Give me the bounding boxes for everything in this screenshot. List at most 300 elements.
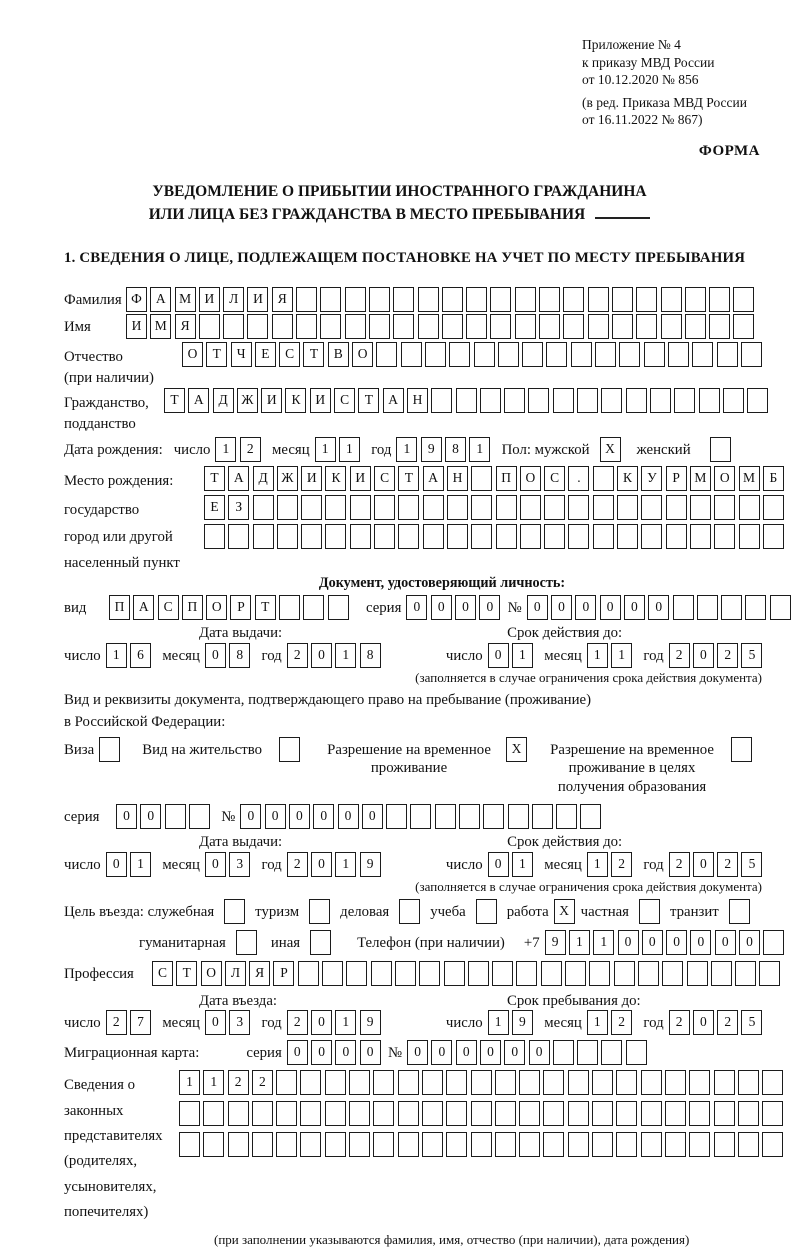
char-cell[interactable]: [496, 524, 517, 549]
char-cell[interactable]: 0: [618, 930, 639, 955]
char-cell[interactable]: [474, 342, 495, 367]
char-cell[interactable]: [276, 1101, 297, 1126]
char-cell[interactable]: [690, 495, 711, 520]
char-cell[interactable]: А: [188, 388, 209, 413]
char-cell[interactable]: 0: [431, 595, 452, 620]
char-cell[interactable]: [763, 495, 784, 520]
char-cell[interactable]: [301, 524, 322, 549]
char-cell[interactable]: В: [328, 342, 349, 367]
purpose-tourism-checkbox[interactable]: [309, 899, 330, 924]
char-cell[interactable]: [253, 524, 274, 549]
char-cell[interactable]: [665, 1070, 686, 1095]
char-cell[interactable]: 1: [203, 1070, 224, 1095]
char-cell[interactable]: [303, 595, 324, 620]
char-cell[interactable]: [763, 524, 784, 549]
char-cell[interactable]: [495, 1101, 516, 1126]
char-cell[interactable]: [673, 595, 694, 620]
char-cell[interactable]: 2: [717, 1010, 738, 1035]
char-cell[interactable]: .: [568, 466, 589, 491]
char-cell[interactable]: [373, 1101, 394, 1126]
char-cell[interactable]: 0: [575, 595, 596, 620]
char-cell[interactable]: 1: [335, 643, 356, 668]
char-cell[interactable]: [601, 1040, 622, 1065]
char-cell[interactable]: [520, 495, 541, 520]
char-cell[interactable]: [466, 314, 487, 339]
char-cell[interactable]: 2: [287, 1010, 308, 1035]
char-cell[interactable]: О: [352, 342, 373, 367]
char-cell[interactable]: [369, 314, 390, 339]
char-cell[interactable]: [325, 1101, 346, 1126]
char-cell[interactable]: [203, 1101, 224, 1126]
char-cell[interactable]: [668, 342, 689, 367]
char-cell[interactable]: 2: [669, 852, 690, 877]
char-cell[interactable]: [714, 1101, 735, 1126]
char-cell[interactable]: [721, 595, 742, 620]
char-cell[interactable]: [666, 495, 687, 520]
char-cell[interactable]: [296, 287, 317, 312]
char-cell[interactable]: [498, 342, 519, 367]
purpose-humanitarian-checkbox[interactable]: [236, 930, 257, 955]
char-cell[interactable]: 0: [739, 930, 760, 955]
char-cell[interactable]: [568, 1070, 589, 1095]
char-cell[interactable]: 3: [229, 852, 250, 877]
char-cell[interactable]: [401, 342, 422, 367]
char-cell[interactable]: [543, 1070, 564, 1095]
char-cell[interactable]: [346, 961, 367, 986]
char-cell[interactable]: [641, 524, 662, 549]
char-cell[interactable]: О: [714, 466, 735, 491]
char-cell[interactable]: Я: [249, 961, 270, 986]
char-cell[interactable]: 3: [229, 1010, 250, 1035]
doc-issue-year-cells[interactable]: [287, 643, 384, 668]
char-cell[interactable]: [504, 388, 525, 413]
char-cell[interactable]: [553, 1040, 574, 1065]
char-cell[interactable]: [714, 1132, 735, 1157]
char-cell[interactable]: 0: [205, 852, 226, 877]
doc-kind-cells[interactable]: [109, 595, 352, 620]
char-cell[interactable]: 2: [717, 852, 738, 877]
char-cell[interactable]: [544, 524, 565, 549]
char-cell[interactable]: [328, 595, 349, 620]
char-cell[interactable]: Я: [175, 314, 196, 339]
char-cell[interactable]: [617, 524, 638, 549]
char-cell[interactable]: [762, 1101, 783, 1126]
char-cell[interactable]: [709, 287, 730, 312]
stay-month-cells[interactable]: [587, 1010, 636, 1035]
char-cell[interactable]: [373, 1070, 394, 1095]
char-cell[interactable]: 0: [311, 852, 332, 877]
char-cell[interactable]: [446, 1070, 467, 1095]
char-cell[interactable]: 0: [648, 595, 669, 620]
char-cell[interactable]: [423, 495, 444, 520]
char-cell[interactable]: [418, 287, 439, 312]
char-cell[interactable]: [565, 961, 586, 986]
permit-valid-day-cells[interactable]: [488, 852, 537, 877]
char-cell[interactable]: [539, 314, 560, 339]
char-cell[interactable]: И: [350, 466, 371, 491]
char-cell[interactable]: [468, 961, 489, 986]
char-cell[interactable]: А: [423, 466, 444, 491]
birth-day-cells[interactable]: [215, 437, 264, 462]
char-cell[interactable]: 0: [693, 1010, 714, 1035]
char-cell[interactable]: [711, 961, 732, 986]
char-cell[interactable]: [277, 495, 298, 520]
char-cell[interactable]: Т: [164, 388, 185, 413]
char-cell[interactable]: 0: [360, 1040, 381, 1065]
char-cell[interactable]: [644, 342, 665, 367]
char-cell[interactable]: [665, 1132, 686, 1157]
char-cell[interactable]: П: [182, 595, 203, 620]
permit-valid-month-cells[interactable]: [587, 852, 636, 877]
char-cell[interactable]: [665, 1101, 686, 1126]
char-cell[interactable]: [442, 314, 463, 339]
char-cell[interactable]: 9: [512, 1010, 533, 1035]
purpose-transit-checkbox[interactable]: [729, 899, 750, 924]
char-cell[interactable]: [568, 495, 589, 520]
permit-number-cells[interactable]: [240, 804, 604, 829]
char-cell[interactable]: [431, 388, 452, 413]
representatives-cells-2[interactable]: [179, 1101, 786, 1126]
char-cell[interactable]: [735, 961, 756, 986]
char-cell[interactable]: 0: [551, 595, 572, 620]
birth-place-cells-1[interactable]: [204, 466, 787, 491]
char-cell[interactable]: [617, 495, 638, 520]
char-cell[interactable]: М: [175, 287, 196, 312]
char-cell[interactable]: [636, 287, 657, 312]
char-cell[interactable]: К: [285, 388, 306, 413]
char-cell[interactable]: [515, 314, 536, 339]
char-cell[interactable]: [747, 388, 768, 413]
char-cell[interactable]: 0: [311, 643, 332, 668]
char-cell[interactable]: [685, 314, 706, 339]
char-cell[interactable]: [179, 1132, 200, 1157]
char-cell[interactable]: 1: [315, 437, 336, 462]
char-cell[interactable]: 1: [130, 852, 151, 877]
char-cell[interactable]: [425, 342, 446, 367]
char-cell[interactable]: 9: [360, 852, 381, 877]
char-cell[interactable]: Р: [230, 595, 251, 620]
char-cell[interactable]: [709, 314, 730, 339]
char-cell[interactable]: [697, 595, 718, 620]
char-cell[interactable]: [179, 1101, 200, 1126]
char-cell[interactable]: [345, 314, 366, 339]
char-cell[interactable]: [435, 804, 456, 829]
char-cell[interactable]: [471, 495, 492, 520]
char-cell[interactable]: 1: [335, 1010, 356, 1035]
char-cell[interactable]: [276, 1132, 297, 1157]
char-cell[interactable]: Л: [225, 961, 246, 986]
char-cell[interactable]: 2: [611, 852, 632, 877]
char-cell[interactable]: [519, 1070, 540, 1095]
char-cell[interactable]: 7: [130, 1010, 151, 1035]
char-cell[interactable]: [541, 961, 562, 986]
char-cell[interactable]: 0: [311, 1010, 332, 1035]
char-cell[interactable]: [662, 961, 683, 986]
char-cell[interactable]: [423, 524, 444, 549]
char-cell[interactable]: К: [617, 466, 638, 491]
mig-number-cells[interactable]: [407, 1040, 650, 1065]
char-cell[interactable]: 1: [587, 1010, 608, 1035]
char-cell[interactable]: [298, 961, 319, 986]
char-cell[interactable]: [276, 1070, 297, 1095]
char-cell[interactable]: Ж: [277, 466, 298, 491]
char-cell[interactable]: А: [150, 287, 171, 312]
char-cell[interactable]: 2: [669, 643, 690, 668]
char-cell[interactable]: [553, 388, 574, 413]
char-cell[interactable]: [371, 961, 392, 986]
char-cell[interactable]: [520, 524, 541, 549]
permit-valid-year-cells[interactable]: [669, 852, 766, 877]
permit-series-cells[interactable]: [116, 804, 213, 829]
char-cell[interactable]: [738, 1070, 759, 1095]
char-cell[interactable]: [446, 1132, 467, 1157]
char-cell[interactable]: [568, 524, 589, 549]
char-cell[interactable]: Н: [447, 466, 468, 491]
char-cell[interactable]: [568, 1101, 589, 1126]
char-cell[interactable]: [508, 804, 529, 829]
char-cell[interactable]: 0: [431, 1040, 452, 1065]
char-cell[interactable]: М: [690, 466, 711, 491]
char-cell[interactable]: [528, 388, 549, 413]
char-cell[interactable]: [601, 388, 622, 413]
char-cell[interactable]: Т: [398, 466, 419, 491]
char-cell[interactable]: [471, 524, 492, 549]
birth-year-cells[interactable]: [396, 437, 493, 462]
char-cell[interactable]: С: [279, 342, 300, 367]
char-cell[interactable]: 0: [480, 1040, 501, 1065]
char-cell[interactable]: Я: [272, 287, 293, 312]
purpose-private-checkbox[interactable]: [639, 899, 660, 924]
char-cell[interactable]: К: [325, 466, 346, 491]
char-cell[interactable]: [447, 495, 468, 520]
char-cell[interactable]: [398, 495, 419, 520]
char-cell[interactable]: 5: [741, 643, 762, 668]
char-cell[interactable]: [666, 524, 687, 549]
char-cell[interactable]: [459, 804, 480, 829]
char-cell[interactable]: [495, 1070, 516, 1095]
char-cell[interactable]: [739, 495, 760, 520]
char-cell[interactable]: [687, 961, 708, 986]
char-cell[interactable]: 8: [445, 437, 466, 462]
char-cell[interactable]: [471, 466, 492, 491]
char-cell[interactable]: [593, 495, 614, 520]
char-cell[interactable]: 0: [106, 852, 127, 877]
char-cell[interactable]: 8: [229, 643, 250, 668]
char-cell[interactable]: [636, 314, 657, 339]
char-cell[interactable]: [422, 1070, 443, 1095]
char-cell[interactable]: [376, 342, 397, 367]
doc-issue-day-cells[interactable]: [106, 643, 155, 668]
char-cell[interactable]: [770, 595, 791, 620]
char-cell[interactable]: [419, 961, 440, 986]
char-cell[interactable]: [422, 1101, 443, 1126]
char-cell[interactable]: [349, 1101, 370, 1126]
char-cell[interactable]: [483, 804, 504, 829]
char-cell[interactable]: [300, 1101, 321, 1126]
char-cell[interactable]: 0: [287, 1040, 308, 1065]
char-cell[interactable]: [350, 495, 371, 520]
char-cell[interactable]: 2: [287, 643, 308, 668]
char-cell[interactable]: [492, 961, 513, 986]
purpose-official-checkbox[interactable]: [224, 899, 245, 924]
visa-checkbox[interactable]: [99, 737, 120, 762]
char-cell[interactable]: 0: [642, 930, 663, 955]
doc-valid-day-cells[interactable]: [488, 643, 537, 668]
char-cell[interactable]: [466, 287, 487, 312]
char-cell[interactable]: Т: [176, 961, 197, 986]
char-cell[interactable]: 1: [593, 930, 614, 955]
char-cell[interactable]: [741, 342, 762, 367]
char-cell[interactable]: [279, 595, 300, 620]
char-cell[interactable]: Т: [255, 595, 276, 620]
char-cell[interactable]: [325, 524, 346, 549]
residence-permit-checkbox[interactable]: [279, 737, 300, 762]
char-cell[interactable]: [300, 1132, 321, 1157]
char-cell[interactable]: [759, 961, 780, 986]
char-cell[interactable]: [563, 314, 584, 339]
char-cell[interactable]: О: [206, 595, 227, 620]
char-cell[interactable]: И: [310, 388, 331, 413]
char-cell[interactable]: [556, 804, 577, 829]
patronymic-cells[interactable]: [182, 342, 765, 367]
char-cell[interactable]: 0: [240, 804, 261, 829]
char-cell[interactable]: Ф: [126, 287, 147, 312]
char-cell[interactable]: [532, 804, 553, 829]
char-cell[interactable]: [422, 1132, 443, 1157]
char-cell[interactable]: 0: [455, 595, 476, 620]
char-cell[interactable]: [577, 1040, 598, 1065]
char-cell[interactable]: [398, 524, 419, 549]
char-cell[interactable]: 0: [116, 804, 137, 829]
char-cell[interactable]: [252, 1132, 273, 1157]
char-cell[interactable]: 1: [512, 643, 533, 668]
char-cell[interactable]: 0: [693, 852, 714, 877]
phone-cells[interactable]: [545, 930, 788, 955]
char-cell[interactable]: [228, 524, 249, 549]
char-cell[interactable]: М: [739, 466, 760, 491]
char-cell[interactable]: [595, 342, 616, 367]
char-cell[interactable]: Р: [666, 466, 687, 491]
char-cell[interactable]: П: [496, 466, 517, 491]
char-cell[interactable]: [641, 1070, 662, 1095]
char-cell[interactable]: О: [520, 466, 541, 491]
char-cell[interactable]: [418, 314, 439, 339]
char-cell[interactable]: [714, 1070, 735, 1095]
char-cell[interactable]: [515, 287, 536, 312]
char-cell[interactable]: [612, 287, 633, 312]
char-cell[interactable]: [398, 1132, 419, 1157]
char-cell[interactable]: 1: [106, 643, 127, 668]
birth-month-cells[interactable]: [315, 437, 364, 462]
char-cell[interactable]: [733, 287, 754, 312]
char-cell[interactable]: [393, 287, 414, 312]
char-cell[interactable]: [738, 1132, 759, 1157]
char-cell[interactable]: Л: [223, 287, 244, 312]
char-cell[interactable]: [398, 1070, 419, 1095]
char-cell[interactable]: [626, 388, 647, 413]
char-cell[interactable]: [692, 342, 713, 367]
mig-series-cells[interactable]: [287, 1040, 384, 1065]
char-cell[interactable]: 1: [611, 643, 632, 668]
char-cell[interactable]: [471, 1132, 492, 1157]
temp-residence-edu-checkbox[interactable]: [731, 737, 752, 762]
char-cell[interactable]: [592, 1101, 613, 1126]
char-cell[interactable]: [325, 1132, 346, 1157]
char-cell[interactable]: [763, 930, 784, 955]
char-cell[interactable]: 2: [106, 1010, 127, 1035]
char-cell[interactable]: [738, 1101, 759, 1126]
sex-female-checkbox[interactable]: [710, 437, 731, 462]
char-cell[interactable]: [322, 961, 343, 986]
temp-residence-checkbox[interactable]: X: [506, 737, 527, 762]
char-cell[interactable]: 8: [360, 643, 381, 668]
char-cell[interactable]: [689, 1070, 710, 1095]
surname-cells[interactable]: [126, 287, 758, 312]
char-cell[interactable]: [593, 524, 614, 549]
char-cell[interactable]: [393, 314, 414, 339]
char-cell[interactable]: [496, 495, 517, 520]
char-cell[interactable]: 0: [338, 804, 359, 829]
char-cell[interactable]: [471, 1070, 492, 1095]
char-cell[interactable]: [592, 1070, 613, 1095]
char-cell[interactable]: М: [150, 314, 171, 339]
char-cell[interactable]: Н: [407, 388, 428, 413]
char-cell[interactable]: [641, 495, 662, 520]
char-cell[interactable]: Е: [204, 495, 225, 520]
char-cell[interactable]: [689, 1132, 710, 1157]
char-cell[interactable]: [714, 495, 735, 520]
char-cell[interactable]: [717, 342, 738, 367]
char-cell[interactable]: [519, 1101, 540, 1126]
char-cell[interactable]: 1: [512, 852, 533, 877]
char-cell[interactable]: [568, 1132, 589, 1157]
char-cell[interactable]: 0: [527, 595, 548, 620]
char-cell[interactable]: [685, 287, 706, 312]
char-cell[interactable]: [616, 1070, 637, 1095]
char-cell[interactable]: 0: [406, 595, 427, 620]
char-cell[interactable]: [544, 495, 565, 520]
birth-place-cells-2[interactable]: [204, 495, 787, 520]
char-cell[interactable]: [661, 287, 682, 312]
char-cell[interactable]: [661, 314, 682, 339]
char-cell[interactable]: [733, 314, 754, 339]
char-cell[interactable]: [739, 524, 760, 549]
char-cell[interactable]: [614, 961, 635, 986]
char-cell[interactable]: 0: [265, 804, 286, 829]
char-cell[interactable]: 0: [666, 930, 687, 955]
char-cell[interactable]: [626, 1040, 647, 1065]
char-cell[interactable]: [516, 961, 537, 986]
char-cell[interactable]: [563, 287, 584, 312]
char-cell[interactable]: У: [641, 466, 662, 491]
char-cell[interactable]: [247, 314, 268, 339]
char-cell[interactable]: И: [247, 287, 268, 312]
char-cell[interactable]: [495, 1132, 516, 1157]
char-cell[interactable]: С: [152, 961, 173, 986]
char-cell[interactable]: [714, 524, 735, 549]
char-cell[interactable]: [490, 314, 511, 339]
char-cell[interactable]: [490, 287, 511, 312]
char-cell[interactable]: [616, 1132, 637, 1157]
char-cell[interactable]: 1: [469, 437, 490, 462]
char-cell[interactable]: [762, 1070, 783, 1095]
char-cell[interactable]: 0: [456, 1040, 477, 1065]
char-cell[interactable]: О: [201, 961, 222, 986]
char-cell[interactable]: 0: [624, 595, 645, 620]
char-cell[interactable]: [204, 524, 225, 549]
char-cell[interactable]: [641, 1132, 662, 1157]
char-cell[interactable]: И: [199, 287, 220, 312]
